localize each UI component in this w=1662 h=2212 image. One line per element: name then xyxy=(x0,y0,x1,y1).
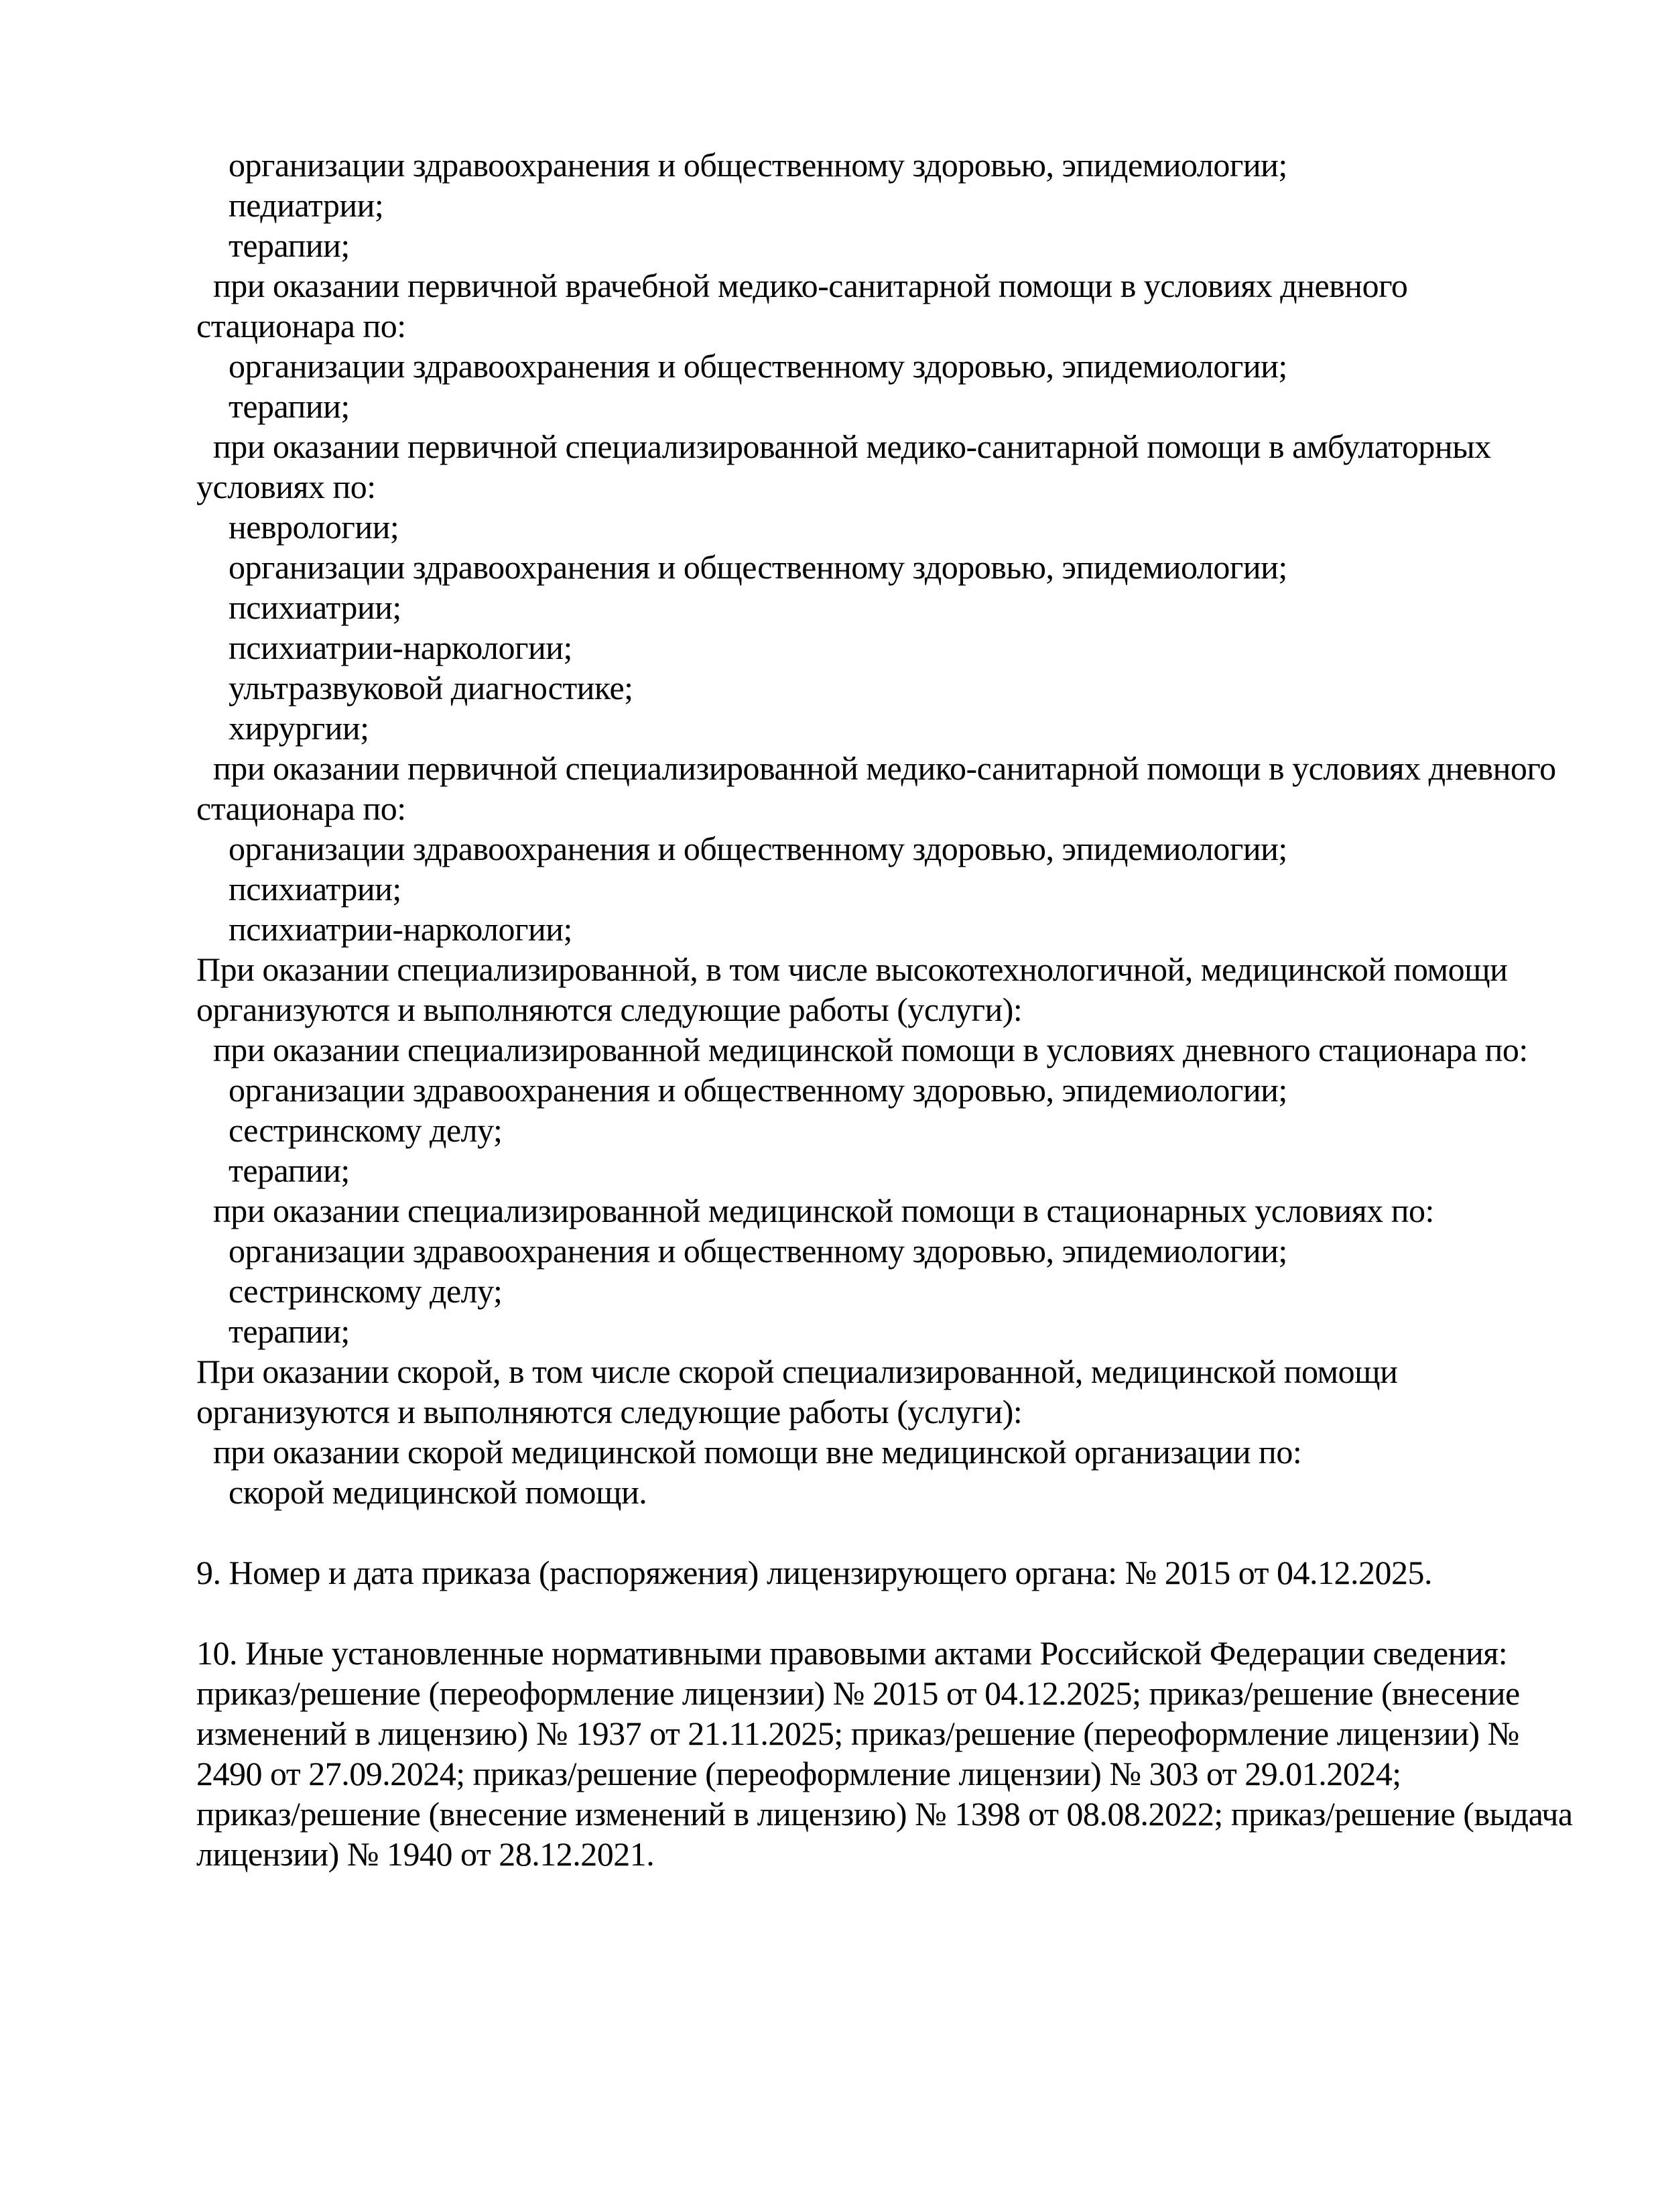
text-line: при оказании первичной специализированной медико-санитарной помощи в условиях дневного xyxy=(213,749,1556,787)
text-line: при оказании скорой медицинской помощи вне медицинской организации по: xyxy=(213,1433,1302,1471)
text-line: организации здравоохранения и общественному здоровью, эпидемиологии; xyxy=(229,1071,1287,1109)
text-line: скорой медицинской помощи. xyxy=(229,1473,647,1511)
text-line: при оказании специализированной медицинской помощи в условиях дневного стационара по: xyxy=(213,1031,1528,1068)
text-line: при оказании первичной специализированной медико-санитарной помощи в амбулаторных xyxy=(213,428,1491,465)
text-line: психиатрии; xyxy=(229,870,401,908)
text-line: организации здравоохранения и общественному здоровью, эпидемиологии; xyxy=(229,548,1287,586)
text-line: условиях по: xyxy=(196,468,376,505)
text-line: стационара по: xyxy=(196,307,406,345)
text-line: терапии; xyxy=(229,1312,350,1350)
text-line: при оказании первичной врачебной медико-санитарной помощи в условиях дневного xyxy=(213,267,1408,304)
text-line: При оказании скорой, в том числе скорой специализированной, медицинской помощи xyxy=(196,1353,1398,1390)
text-line: стационара по: xyxy=(196,790,406,827)
text-line: терапии; xyxy=(229,227,350,264)
text-line: психиатрии; xyxy=(229,589,401,626)
text-line: сестринскому делу; xyxy=(229,1272,503,1310)
text-line: 10. Иные установленные нормативными правовыми актами Российской Федерации сведения: xyxy=(196,1634,1508,1672)
text-line: приказ/решение (внесение изменений в лицензию) № 1398 от 08.08.2022; приказ/решение (выдача xyxy=(196,1795,1573,1833)
text-line: 2490 от 27.09.2024; приказ/решение (переоформление лицензии) № 303 от 29.01.2024; xyxy=(196,1755,1401,1792)
text-line: организации здравоохранения и общественному здоровью, эпидемиологии; xyxy=(229,347,1287,385)
text-line: организуются и выполняются следующие работы (услуги): xyxy=(196,991,1023,1028)
text-line: терапии; xyxy=(229,387,350,425)
order-number-item xyxy=(196,1552,1573,1593)
text-line: ультразвуковой диагностике; xyxy=(229,669,633,706)
other-info-item xyxy=(196,1633,1573,1874)
text-line: организации здравоохранения и общественному здоровью, эпидемиологии; xyxy=(229,1232,1287,1270)
text-line: организации здравоохранения и общественному здоровью, эпидемиологии; xyxy=(229,830,1287,867)
text-line: педиатрии; xyxy=(229,186,384,224)
text-line: психиатрии-наркологии; xyxy=(229,629,572,666)
text-line: лицензии) № 1940 от 28.12.2021. xyxy=(196,1835,655,1873)
text-line: организуются и выполняются следующие работы (услуги): xyxy=(196,1393,1023,1430)
works-services-list xyxy=(196,145,1573,1512)
text-line: неврологии; xyxy=(229,508,399,546)
text-line: сестринскому делу; xyxy=(229,1111,503,1149)
text-line: при оказании специализированной медицинской помощи в стационарных условиях по: xyxy=(213,1192,1434,1229)
text-line: изменений в лицензию) № 1937 от 21.11.2025; приказ/решение (переоформление лицензии) № xyxy=(196,1715,1519,1752)
text-line: 9. Номер и дата приказа (распоряжения) лицензирующего органа: № 2015 от 04.12.2025. xyxy=(196,1554,1432,1591)
text-line: При оказании специализированной, в том числе высокотехнологичной, медицинской помощи xyxy=(196,950,1508,988)
license-extract-text xyxy=(196,145,1573,1874)
text-line: терапии; xyxy=(229,1152,350,1189)
text-line: психиатрии-наркологии; xyxy=(229,910,572,948)
text-line: хирургии; xyxy=(229,709,369,747)
text-line: организации здравоохранения и общественному здоровью, эпидемиологии; xyxy=(229,146,1287,184)
text-line: приказ/решение (переоформление лицензии) № 2015 от 04.12.2025; приказ/решение (внесение xyxy=(196,1674,1520,1712)
